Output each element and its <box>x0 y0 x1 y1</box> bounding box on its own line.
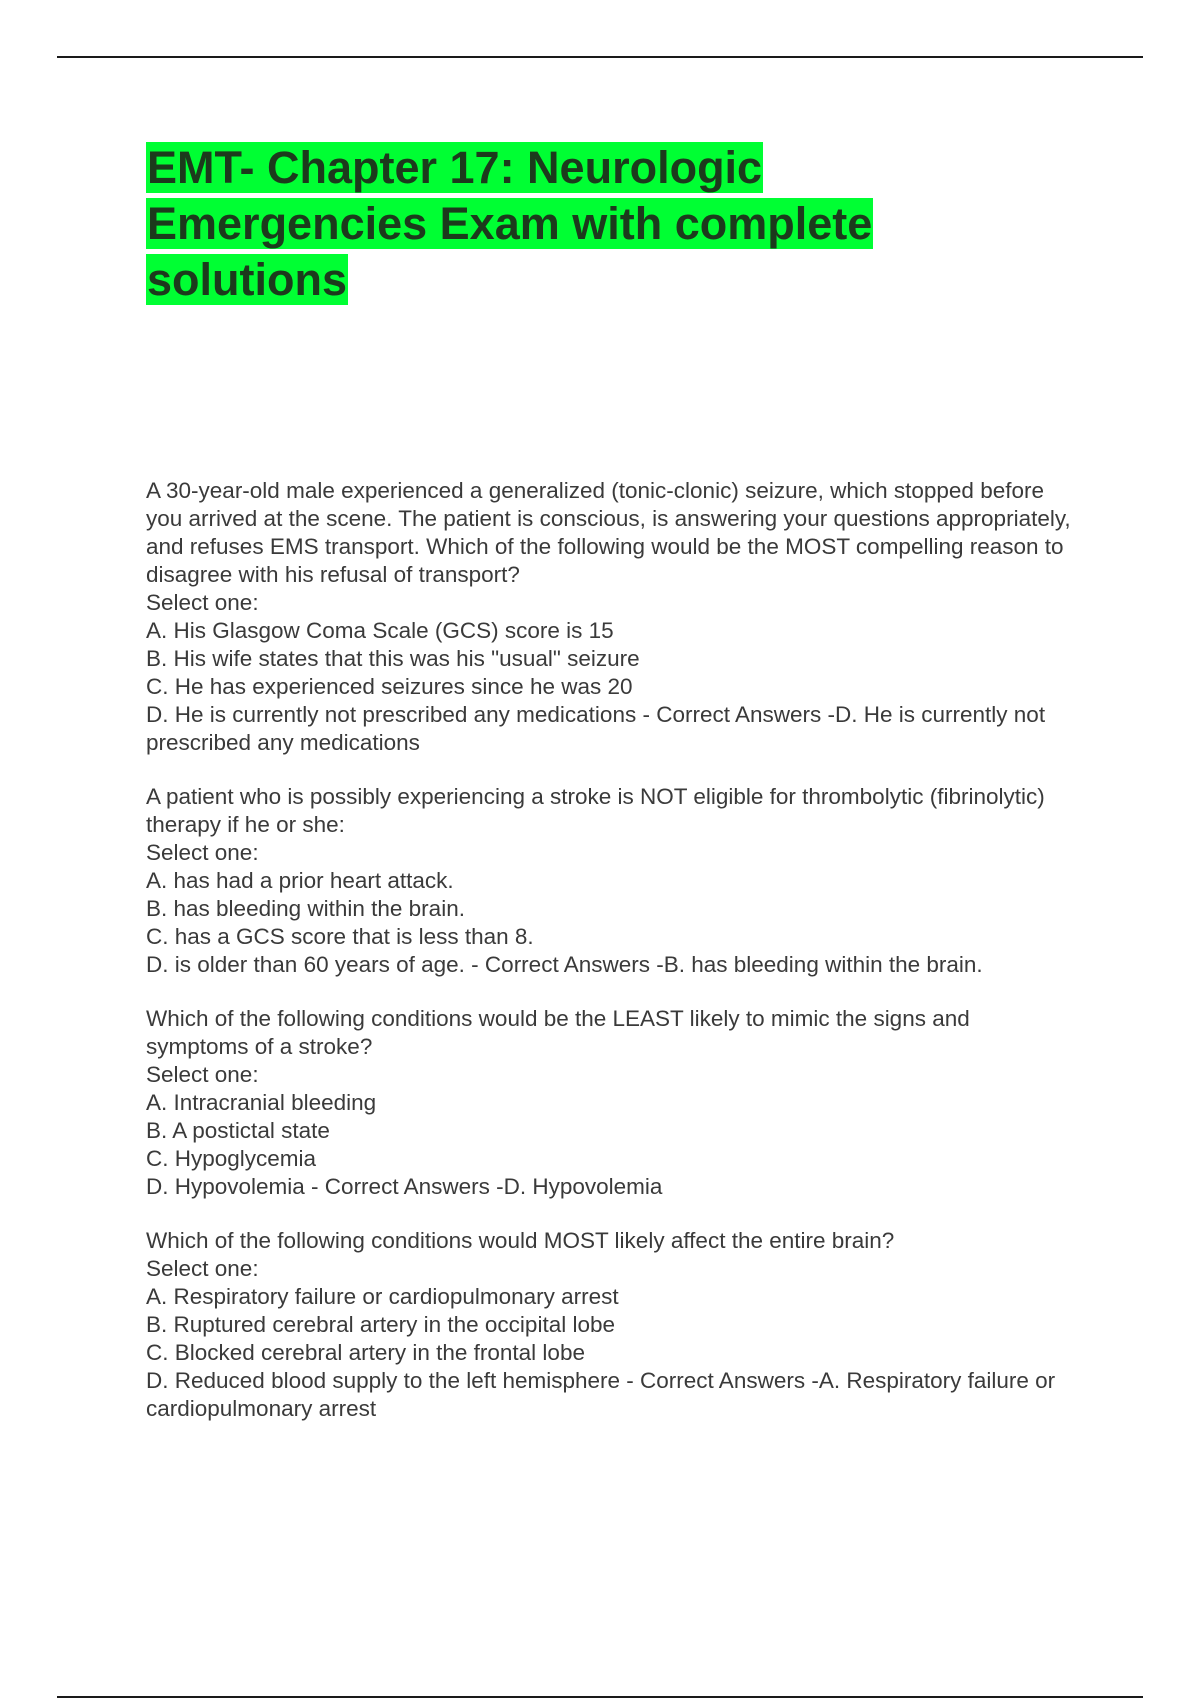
question-3 <box>146 1005 1076 1201</box>
question-stem: A 30-year-old male experienced a generalized (tonic-clonic) seizure, which stopped before you arrived at the scene. The patient is conscious, is answering your questions appropriately, and refuses EMS transport. Which of the following would be the MOST compelling reason to disagree with his refusal of transport? <box>146 478 1071 587</box>
option-c: C. Hypoglycemia <box>146 1146 317 1171</box>
option-d-with-answer: D. Hypovolemia - Correct Answers -D. Hypovolemia <box>146 1174 663 1199</box>
option-b: B. has bleeding within the brain. <box>146 896 465 921</box>
question-1 <box>146 477 1076 757</box>
select-prompt: Select one: <box>146 590 259 615</box>
option-d-with-answer: D. He is currently not prescribed any medications - Correct Answers -D. He is currently not prescribed any medications <box>146 702 1046 755</box>
option-b: B. A postictal state <box>146 1118 330 1143</box>
question-2 <box>146 783 1076 979</box>
title-highlight: EMT- Chapter 17: Neurologic Emergencies Exam with complete solutions <box>147 142 873 305</box>
option-d-with-answer: D. is older than 60 years of age. - Correct Answers -B. has bleeding within the brain. <box>146 952 983 977</box>
option-a: A. has had a prior heart attack. <box>146 868 454 893</box>
top-divider <box>57 56 1143 58</box>
select-prompt: Select one: <box>146 1256 259 1281</box>
option-b: B. His wife states that this was his "usual" seizure <box>146 646 640 671</box>
option-d-with-answer: D. Reduced blood supply to the left hemisphere - Correct Answers -A. Respiratory failure or cardiopulmonary arrest <box>146 1368 1056 1421</box>
option-a: A. Respiratory failure or cardiopulmonary arrest <box>146 1284 619 1309</box>
question-stem: A patient who is possibly experiencing a stroke is NOT eligible for thrombolytic (fibrinolytic) therapy if he or she: <box>146 784 1045 837</box>
option-c: C. He has experienced seizures since he was 20 <box>146 674 633 699</box>
select-prompt: Select one: <box>146 1062 259 1087</box>
option-a: A. Intracranial bleeding <box>146 1090 377 1115</box>
option-a: A. His Glasgow Coma Scale (GCS) score is 15 <box>146 618 614 643</box>
question-stem: Which of the following conditions would MOST likely affect the entire brain? <box>146 1228 895 1253</box>
option-b: B. Ruptured cerebral artery in the occipital lobe <box>146 1312 615 1337</box>
option-c: C. Blocked cerebral artery in the frontal lobe <box>146 1340 585 1365</box>
question-4 <box>146 1227 1076 1423</box>
question-list <box>146 477 1076 1449</box>
question-stem: Which of the following conditions would be the LEAST likely to mimic the signs and symptoms of a stroke? <box>146 1006 970 1059</box>
option-c: C. has a GCS score that is less than 8. <box>146 924 534 949</box>
bottom-divider <box>57 1696 1143 1698</box>
select-prompt: Select one: <box>146 840 259 865</box>
document-title <box>146 140 1046 308</box>
